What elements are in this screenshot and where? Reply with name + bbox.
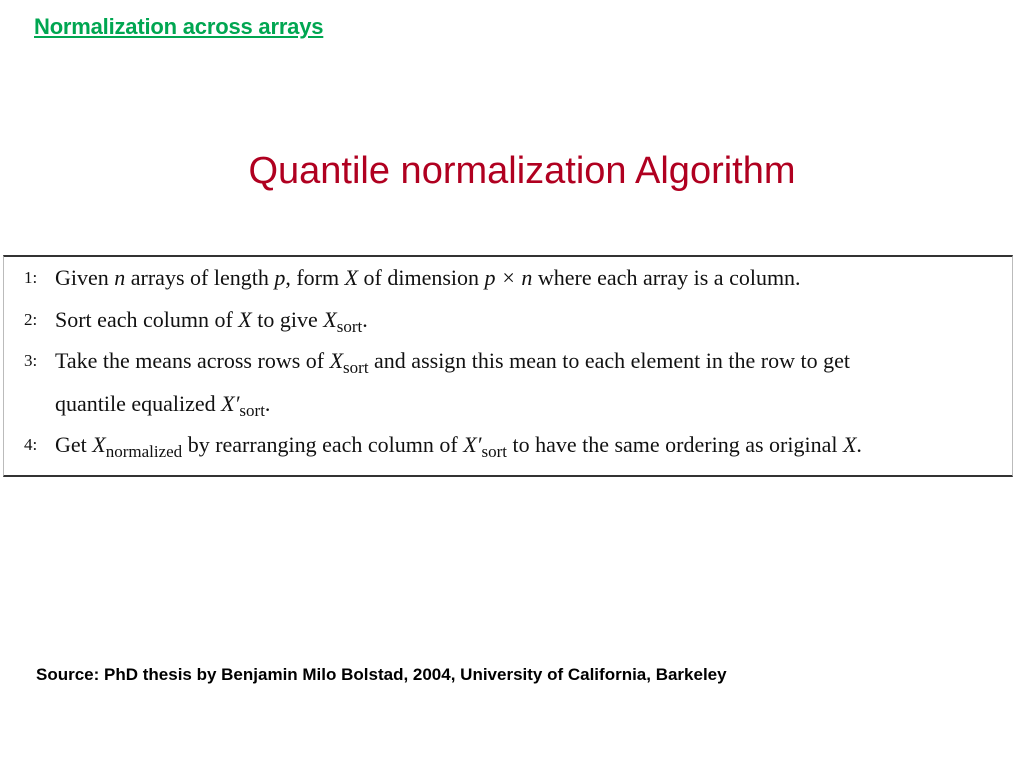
math-subscript: sort — [239, 401, 265, 420]
text-fragment: Given — [55, 265, 115, 290]
text-fragment: of dimension — [358, 265, 485, 290]
math-dimension: p × n — [484, 265, 533, 290]
step-number: 1: — [24, 268, 38, 287]
step-text — [55, 265, 801, 291]
text-fragment: quantile equalized — [55, 391, 222, 416]
math-subscript: sort — [336, 317, 363, 336]
math-X-sort: X — [329, 348, 344, 373]
text-fragment: Get — [55, 432, 93, 457]
math-n: n — [114, 265, 126, 290]
math-subscript: sort — [343, 358, 369, 377]
text-fragment: . — [264, 391, 271, 416]
math-subscript: sort — [481, 442, 507, 461]
text-fragment: where each array is a column. — [532, 265, 801, 290]
text-fragment: to have the same ordering as original — [506, 432, 843, 457]
text-fragment: Take the means across rows of — [55, 348, 330, 373]
text-fragment: by rearranging each column of — [182, 432, 464, 457]
text-fragment: , form — [285, 265, 345, 290]
slide-title: Quantile normalization Algorithm — [248, 150, 796, 192]
step-number: 2: — [24, 310, 38, 329]
math-p: p — [274, 265, 286, 290]
math-X-sort: X — [323, 307, 337, 332]
step-text — [55, 391, 271, 420]
section-title-link[interactable]: Normalization across arrays — [34, 14, 324, 39]
step-text — [55, 307, 368, 336]
text-fragment: . — [362, 307, 368, 332]
math-X: X — [842, 432, 857, 457]
math-X: X — [238, 307, 252, 332]
step-text — [55, 348, 850, 377]
source-citation: Source: PhD thesis by Benjamin Milo Bolstad, 2004, University of California, Barkeley — [36, 665, 727, 684]
algorithm-box — [3, 255, 1013, 477]
math-subscript: normalized — [105, 442, 183, 461]
text-fragment: Sort each column of — [55, 307, 239, 332]
text-fragment: to give — [251, 307, 324, 332]
math-X-normalized: X — [92, 432, 106, 457]
step-number: 3: — [24, 351, 38, 370]
text-fragment: and assign this mean to each element in the row to get — [368, 348, 850, 373]
math-X: X — [344, 265, 359, 290]
text-fragment: . — [856, 432, 862, 457]
text-fragment: arrays of length — [125, 265, 275, 290]
step-number: 4: — [24, 435, 38, 454]
math-X-prime-sort: X′ — [221, 391, 240, 416]
math-X-prime-sort: X′ — [463, 432, 482, 457]
step-text — [55, 432, 862, 461]
